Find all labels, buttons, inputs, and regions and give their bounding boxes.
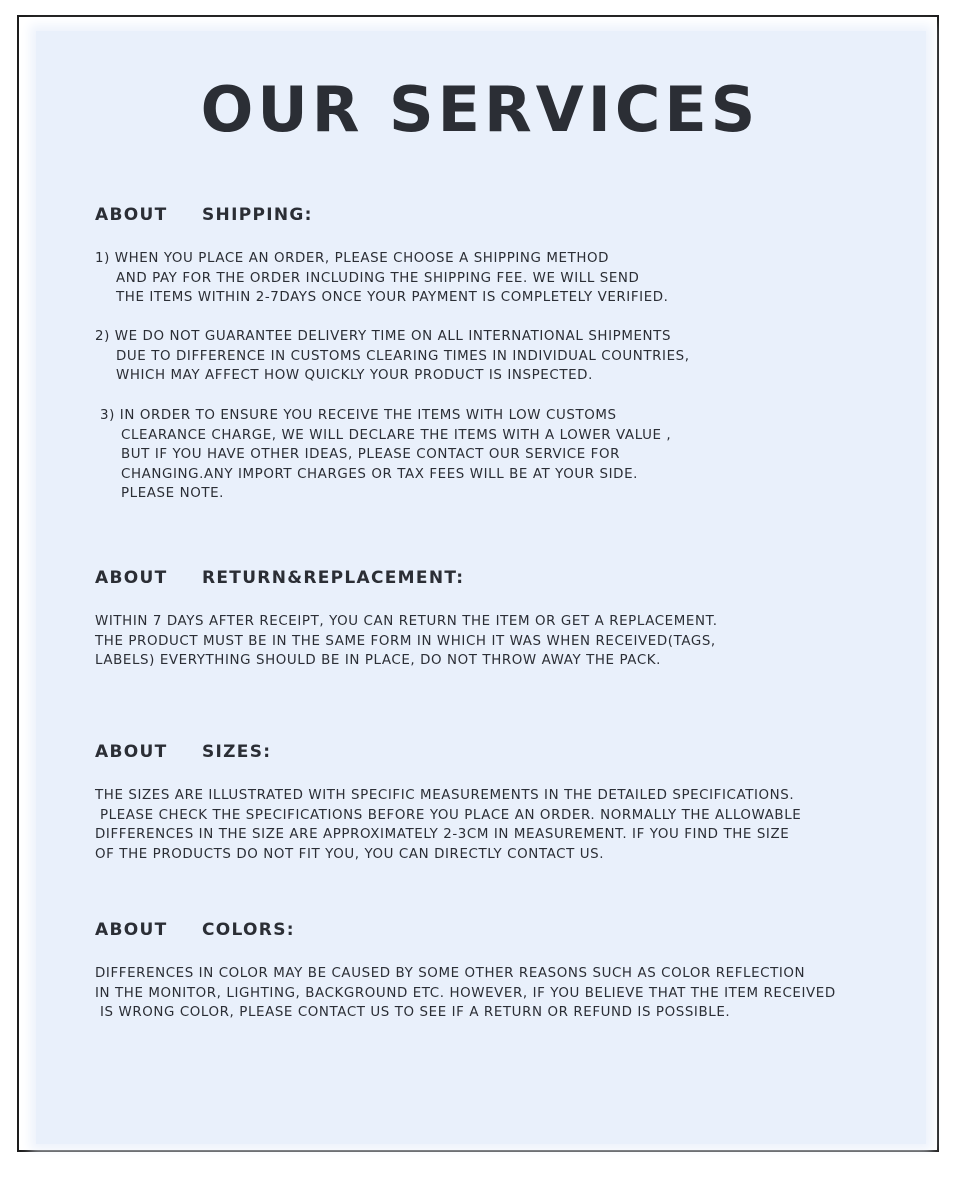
shipping-item-3-line-3: BUT IF YOU HAVE OTHER IDEAS, PLEASE CONTACT OUR SERVICE FOR [121,447,621,463]
shipping-heading-title: SHIPPING: [202,205,313,225]
sizes-heading-title: SIZES: [202,742,272,762]
sizes-heading [95,740,271,764]
shipping-item-2-line-2: DUE TO DIFFERENCE IN CUSTOMS CLEARING TIMES IN INDIVIDUAL COUNTRIES, [116,348,690,364]
colors-line-3: IS WRONG COLOR, PLEASE CONTACT US TO SEE IF A RETURN OR REFUND IS POSSIBLE. [100,1005,731,1021]
shipping-item-3-line-4: CHANGING.ANY IMPORT CHARGES OR TAX FEES WILL BE AT YOUR SIDE. [121,466,639,482]
sizes-line-2: PLEASE CHECK THE SPECIFICATIONS BEFORE YOU PLACE AN ORDER. NORMALLY THE ALLOWABLE [100,807,802,823]
colors-heading [95,918,295,942]
sizes-line-4: OF THE PRODUCTS DO NOT FIT YOU, YOU CAN DIRECTLY CONTACT US. [95,846,605,862]
shipping-item-2-line-1: 2) WE DO NOT GUARANTEE DELIVERY TIME ON ALL INTERNATIONAL SHIPMENTS [95,329,672,344]
return-text [95,612,895,671]
return-line-3: LABELS) EVERYTHING SHOULD BE IN PLACE, DO NOT THROW AWAY THE PACK. [95,653,662,669]
return-line-1: WITHIN 7 DAYS AFTER RECEIPT, YOU CAN RETURN THE ITEM OR GET A REPLACEMENT. [95,614,718,629]
return-heading [95,566,464,590]
shipping-item-3-line-2: CLEARANCE CHARGE, WE WILL DECLARE THE ITEMS WITH A LOWER VALUE , [121,427,672,443]
shipping-item-3 [100,406,900,504]
sizes-line-3: DIFFERENCES IN THE SIZE ARE APPROXIMATELY 2-3CM IN MEASUREMENT. IF YOU FIND THE SIZE [95,827,790,843]
shipping-item-3-line-5: PLEASE NOTE. [121,486,225,502]
return-line-2: THE PRODUCT MUST BE IN THE SAME FORM IN WHICH IT WAS WHEN RECEIVED(TAGS, [95,633,716,649]
return-heading-about: ABOUT [95,568,168,588]
colors-heading-title: COLORS: [202,920,295,940]
colors-line-1: DIFFERENCES IN COLOR MAY BE CAUSED BY SOME OTHER REASONS SUCH AS COLOR REFLECTION [95,966,806,981]
return-heading-title: RETURN&REPLACEMENT: [202,568,465,588]
shipping-heading [95,203,313,227]
shipping-heading-about: ABOUT [95,205,168,225]
sizes-line-1: THE SIZES ARE ILLUSTRATED WITH SPECIFIC MEASUREMENTS IN THE DETAILED SPECIFICATIONS. [95,788,795,803]
shipping-item-1 [95,249,895,308]
shipping-item-1-line-1: 1) WHEN YOU PLACE AN ORDER, PLEASE CHOOSE A SHIPPING METHOD [95,251,610,266]
shipping-item-1-line-2: AND PAY FOR THE ORDER INCLUDING THE SHIPPING FEE. WE WILL SEND [116,270,640,286]
colors-heading-about: ABOUT [95,920,168,940]
shipping-item-2 [95,327,895,386]
shipping-item-1-line-3: THE ITEMS WITHIN 2-7DAYS ONCE YOUR PAYMENT IS COMPLETELY VERIFIED. [116,290,669,306]
shipping-item-2-line-3: WHICH MAY AFFECT HOW QUICKLY YOUR PRODUCT IS INSPECTED. [116,368,593,384]
page-title: OUR SERVICES [200,73,760,146]
colors-text [95,964,895,1023]
shipping-item-3-line-1: 3) IN ORDER TO ENSURE YOU RECEIVE THE ITEMS WITH LOW CUSTOMS [100,408,617,423]
sizes-text [95,786,895,864]
sizes-heading-about: ABOUT [95,742,168,762]
colors-line-2: IN THE MONITOR, LIGHTING, BACKGROUND ETC. HOWEVER, IF YOU BELIEVE THAT THE ITEM RECEIVED [95,985,836,1001]
